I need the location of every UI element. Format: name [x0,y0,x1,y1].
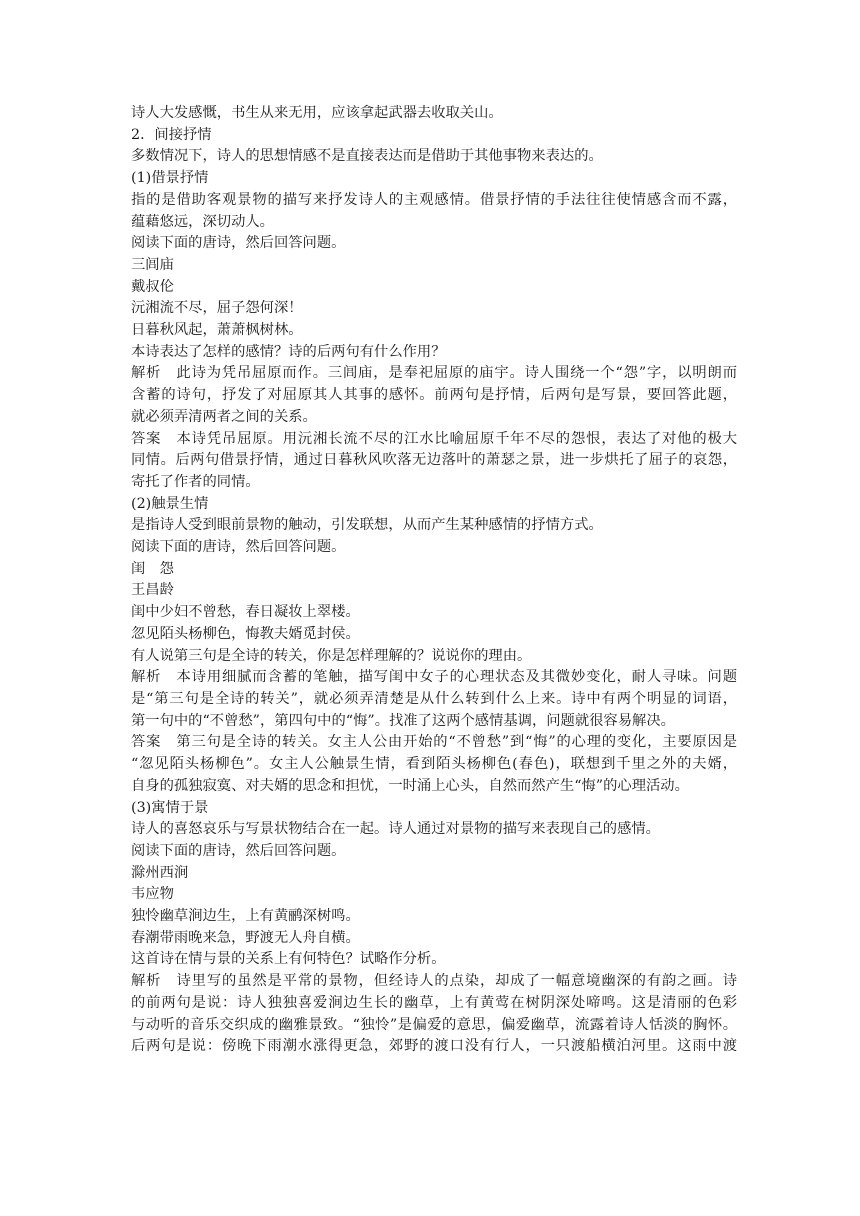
poem-line: 春潮带雨晚来急，野渡无人舟自横。 [131,929,360,946]
poem-line: 忽见陌头杨柳色，悔教夫婿觅封侯。 [131,625,360,642]
answer-line: 自身的孤独寂寞、对夫婿的思念和担忧，一时涌上心头，自然而然产生“悔”的心理活动。 [131,777,689,794]
text-line: 多数情况下，诗人的思想情感不是直接表达而是借助于其他事物来表达的。 [131,148,603,165]
text-line: 蕴藉悠远，深切动人。 [131,213,274,230]
section-heading: 2．间接抒情 [131,126,212,143]
answer-line: 寄托了作者的同情。 [131,473,260,490]
analysis-line: 解析 诗里写的虽然是平常的景物，但经诗人的点染，却成了一幅意境幽深的有韵之画。诗 [131,973,737,990]
document-page [131,103,737,1058]
poem-author: 戴叔伦 [131,278,174,295]
analysis-line: 解析 此诗为凭吊屈原而作。三闾庙，是奉祀屈原的庙宇。诗人围绕一个“怨”字，以明朗而 [131,365,737,382]
poem-author: 韦应物 [131,886,174,903]
text-line: 诗人的喜怒哀乐与写景状物结合在一起。诗人通过对景物的描写来表现自己的感情。 [131,821,660,838]
poem-line: 沅湘流不尽，屈子怨何深！ [131,300,303,317]
question-line: 这首诗在情与景的关系上有何特色？试略作分析。 [131,951,446,968]
subsection-heading: (1)借景抒情 [131,170,209,187]
text-line: 指的是借助客观景物的描写来抒发诗人的主观感情。借景抒情的手法往往使情感含而不露， [131,191,737,208]
answer-line: 答案 第三句是全诗的转关。女主人公由开始的“不曾愁”到“悔”的心理的变化，主要原因是 [131,734,737,751]
text-line: 阅读下面的唐诗，然后回答问题。 [131,539,346,556]
answer-line: 答案 本诗凭吊屈原。用沅湘长流不尽的江水比喻屈原千年不尽的怨恨，表达了对他的极大 [131,430,737,447]
analysis-line: 含蓄的诗句，抒发了对屈原其人其事的感怀。前两句是抒情，后两句是写景，要回答此题， [131,387,737,404]
analysis-line: 的前两句是说：诗人独独喜爱涧边生长的幽草，上有黄莺在树阴深处啼鸣。这是清丽的色彩 [131,994,737,1011]
poem-title: 滁州西涧 [131,864,189,881]
analysis-line: 第一句中的“不曾愁”，第四句中的“悔”。找准了这两个感情基调，问题就很容易解决。 [131,712,675,729]
answer-line: “忽见陌头杨柳色”。女主人公触景生情，看到陌头杨柳色(春色)，联想到千里之外的夫婿， [131,756,737,773]
analysis-line: 后两句是说：傍晚下雨潮水涨得更急，郊野的渡口没有行人，一只渡船横泊河里。这雨中渡 [131,1038,737,1055]
poem-line: 独怜幽草涧边生，上有黄鹂深树鸣。 [131,908,360,925]
analysis-line: 就必须弄清两者之间的关系。 [131,408,317,425]
poem-line: 日暮秋风起，萧萧枫树林。 [131,322,303,339]
answer-line: 同情。后两句借景抒情，通过日暮秋风吹落无边落叶的萧瑟之景，进一步烘托了屈子的哀怨， [131,452,737,469]
text-line: 阅读下面的唐诗，然后回答问题。 [131,842,346,859]
analysis-line: 是“第三句是全诗的转关”，就必须弄清楚是从什么转到什么上来。诗中有两个明显的词语， [131,690,737,707]
text-line: 诗人大发感慨，书生从来无用，应该拿起武器去收取关山。 [131,105,503,121]
question-line: 有人说第三句是全诗的转关，你是怎样理解的？说说你的理由。 [131,647,532,664]
analysis-line: 与动听的音乐交织成的幽雅景致。“独怜”是偏爱的意思，偏爱幽草，流露着诗人恬淡的胸怀。 [131,1016,737,1033]
subsection-heading: (2)触景生情 [131,495,209,512]
analysis-line: 解析 本诗用细腻而含蓄的笔触，描写闺中女子的心理状态及其微妙变化，耐人寻味。问题 [131,669,737,686]
poem-author: 王昌龄 [131,582,174,599]
poem-title: 三闾庙 [131,256,174,273]
question-line: 本诗表达了怎样的感情？诗的后两句有什么作用？ [131,343,446,360]
text-line: 是指诗人受到眼前景物的触动，引发联想，从而产生某种感情的抒情方式。 [131,517,603,534]
poem-line: 闺中少妇不曾愁，春日凝妆上翠楼。 [131,604,360,621]
subsection-heading: (3)寓情于景 [131,799,209,816]
poem-title: 闺 怨 [131,560,174,577]
text-line: 阅读下面的唐诗，然后回答问题。 [131,235,346,252]
